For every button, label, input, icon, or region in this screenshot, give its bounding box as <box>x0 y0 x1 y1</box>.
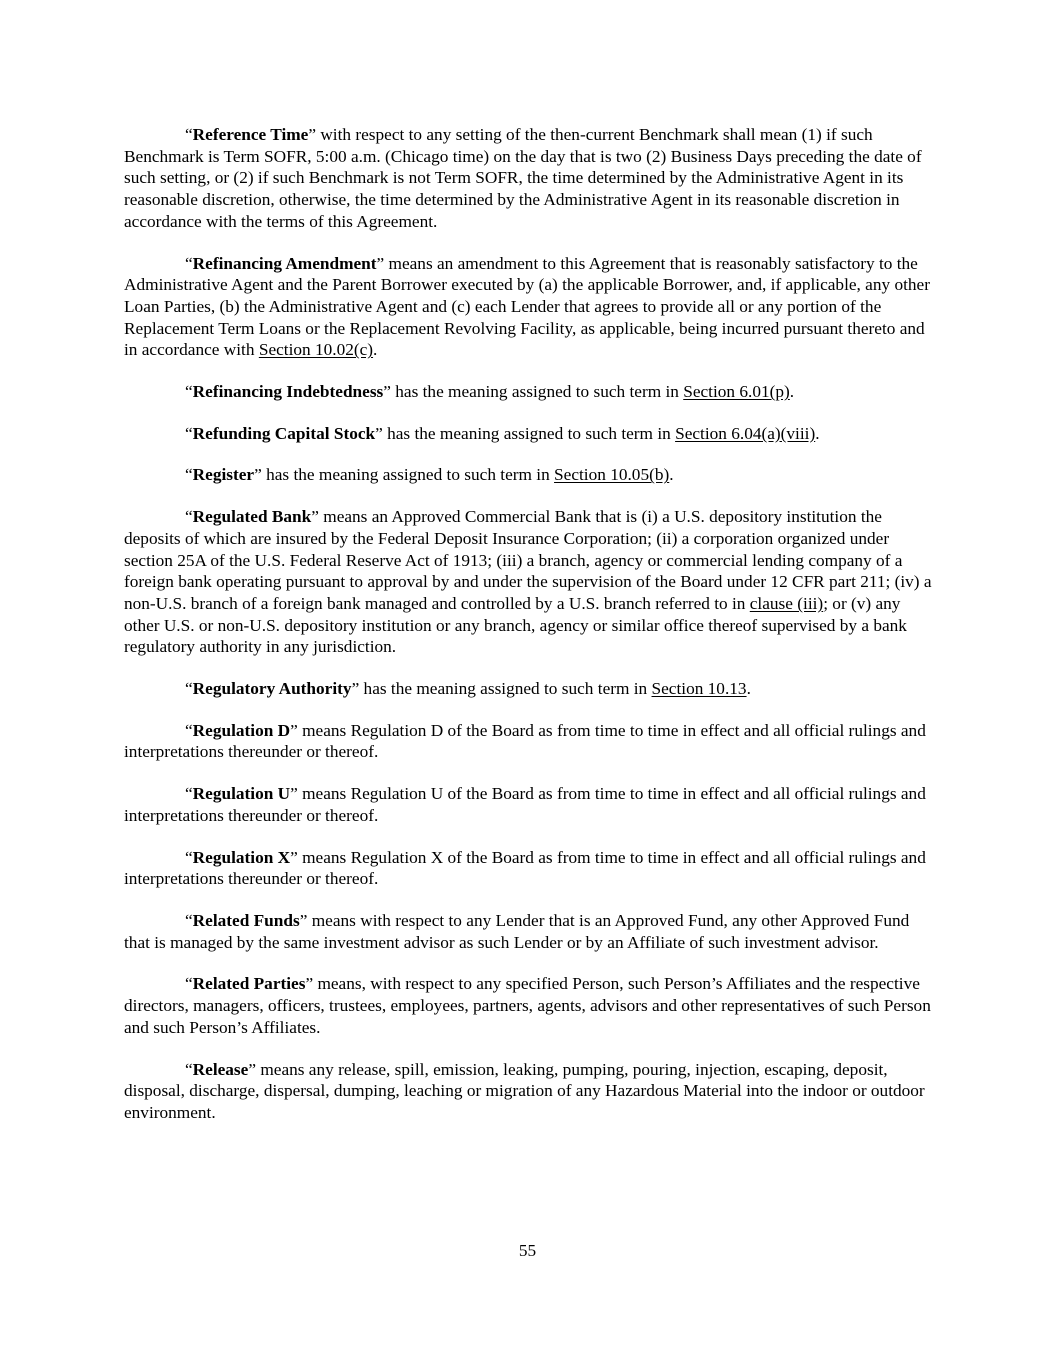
defined-term: Related Funds <box>192 910 300 930</box>
definition-text-tail: . <box>746 679 751 699</box>
definition-reference-time: “Reference Time” with respect to any setting of the then-current Benchmark shall mean (1) if such Benchmark is Term SOFR, 5:00 a.m. (Chicago time) on the day that is two (2) Business Days preceding the date of such setting, or (2) if such Benchmark is not Term SOFR, the time determined by the Administrative Agent in its reasonable discretion, otherwise, the time determined by the Administrative Agent in its reasonable discretion in accordance with the terms of this Agreement. <box>124 125 922 231</box>
definition-register: “Register” has the meaning assigned to such term in Section 10.05(b). <box>185 465 674 485</box>
defined-term: Regulation D <box>192 720 291 740</box>
section-reference-link[interactable]: Section 10.02(c) <box>258 340 374 360</box>
definition-text-tail: . <box>789 382 795 402</box>
defined-term: Related Parties <box>192 974 306 994</box>
definition-regulatory-authority: “Regulatory Authority” has the meaning assigned to such term in Section 10.13. <box>185 679 751 699</box>
page-number: 55 <box>518 1241 537 1260</box>
definition-text: means with respect to any Lender that is an Approved Fund, any other Approved Fund that is managed by the same investment advisor as such Lender or by an Affiliate of such investment advisor. <box>124 910 910 952</box>
defined-term: Refinancing Indebtedness <box>192 382 384 402</box>
definition-text-tail: . <box>815 423 820 443</box>
defined-term: Regulation X <box>192 847 291 867</box>
section-reference-link[interactable]: Section 6.04(a)(viii) <box>675 423 816 443</box>
definition-text: means Regulation U of the Board as from time to time in effect and all official rulings and interpretations thereunder or thereof. <box>124 784 926 825</box>
definition-text: means, with respect to any specified Person, such Person’s Affiliates and the respective directors, managers, officers, trustees, employees, partners, agents, advisors and other representatives of such Person and such Person’s Affiliates. <box>124 974 931 1037</box>
definition-regulation-x: “Regulation X” means Regulation X of the Board as from time to time in effect and all official rulings and interpretations thereunder or thereof. <box>124 847 926 889</box>
definition-regulation-u: “Regulation U” means Regulation U of the Board as from time to time in effect and all official rulings and interpretations thereunder or thereof. <box>124 784 926 825</box>
definition-regulation-d: “Regulation D” means Regulation D of the Board as from time to time in effect and all official rulings and interpretations thereunder or thereof. <box>124 720 926 762</box>
definition-text: with respect to any setting of the then-current Benchmark shall mean (1) if such Benchmark is Term SOFR, 5:00 a.m. (Chicago time) on the day that is two (2) Business Days preceding the date of such setting, or (2) if such Benchmark is not Term SOFR, the time determined by the Administrative Agent in its reasonable discretion, otherwise, the time determined by the Administrative Agent in its reasonable discretion in accordance with the terms of this Agreement. <box>124 125 922 231</box>
definition-related-parties: “Related Parties” means, with respect to any specified Person, such Person’s Affiliates and the respective directors, managers, officers, trustees, employees, partners, agents, advisors and other representatives of such Person and such Person’s Affiliates. <box>124 974 931 1037</box>
definition-text: means an amendment to this Agreement that is reasonably satisfactory to the Administrative Agent and the Parent Borrower executed by (a) the applicable Borrower, and, if applicable, any other Loan Parties, (b) the Administrative Agent and (c) each Lender that agrees to provide all or any portion of the Replacement Term Loans or the Replacement Revolving Facility, as applicable, being incurred pursuant thereto and in accordance with <box>124 253 930 360</box>
defined-term: Reference Time <box>192 125 309 144</box>
definition-text: means Regulation X of the Board as from time to time in effect and all official rulings and interpretations thereunder or thereof. <box>124 847 926 889</box>
section-reference-link[interactable]: Section 6.01(p) <box>683 382 790 402</box>
defined-term: Release <box>192 1059 249 1079</box>
clause-reference-link[interactable]: clause (iii) <box>749 593 824 613</box>
section-reference-link[interactable]: Section 10.13 <box>651 679 747 699</box>
defined-term: Refunding Capital Stock <box>192 423 376 443</box>
definition-text: means an Approved Commercial Bank that is (i) a U.S. depository institution the deposits of which are insured by the Federal Deposit Insurance Corporation; (ii) a corporation organized under section 25A of the U.S. Federal Reserve Act of 1913; (iii) a branch, agency or commercial lending company of a foreign bank operating pursuant to approval by and under the supervision of the Board under 12 CFR part 211; (iv) a non-U.S. branch of a foreign bank managed and controlled by a U.S. branch referred to in <box>124 507 932 613</box>
defined-term: Refinancing Amendment <box>192 253 377 273</box>
definition-text: has the meaning assigned to such term in <box>261 465 555 485</box>
definition-refunding-capital-stock: “Refunding Capital Stock” has the meaning assigned to such term in Section 6.04(a)(viii). <box>185 423 820 443</box>
document-page-body <box>124 124 932 1144</box>
definition-refinancing-amendment: “Refinancing Amendment” means an amendment to this Agreement that is reasonably satisfactory to the Administrative Agent and the Parent Borrower executed by (a) the applicable Borrower, and, if applicable, any other Loan Parties, (b) the Administrative Agent and (c) each Lender that agrees to provide all or any portion of the Replacement Term Loans or the Replacement Revolving Facility, as applicable, being incurred pursuant thereto and in accordance with Section 10.02(c). <box>124 253 930 360</box>
defined-term: Register <box>192 465 255 485</box>
definition-related-funds: “Related Funds” means with respect to any Lender that is an Approved Fund, any other Approved Fund that is managed by the same investment advisor as such Lender or by an Affiliate of such investment advisor. <box>124 910 910 952</box>
definition-text: means Regulation D of the Board as from time to time in effect and all official rulings and interpretations thereunder or thereof. <box>124 720 926 762</box>
definition-text: has the meaning assigned to such term in <box>382 423 676 443</box>
definition-text-tail: . <box>373 340 378 360</box>
definition-text: has the meaning assigned to such term in <box>359 679 652 699</box>
defined-term: Regulated Bank <box>192 507 312 527</box>
defined-term: Regulation U <box>192 784 291 804</box>
section-reference-link[interactable]: Section 10.05(b) <box>554 465 670 485</box>
definition-text-tail: ; or (v) any other U.S. or non-U.S. depository institution or any branch, agency or similar office thereof supervised by a bank regulatory authority in any jurisdiction. <box>124 593 907 657</box>
defined-term: Regulatory Authority <box>192 679 352 699</box>
definition-release: “Release” means any release, spill, emission, leaking, pumping, pouring, injection, escaping, deposit, disposal, discharge, dispersal, dumping, leaching or migration of any Hazardous Material into the indoor or outdoor environment. <box>124 1059 925 1122</box>
definition-text: means any release, spill, emission, leaking, pumping, pouring, injection, escaping, deposit, disposal, discharge, dispersal, dumping, leaching or migration of any Hazardous Material into the indoor or outdoor environment. <box>124 1059 925 1122</box>
definition-regulated-bank: “Regulated Bank” means an Approved Commercial Bank that is (i) a U.S. depository institution the deposits of which are insured by the Federal Deposit Insurance Corporation; (ii) a corporation organized under section 25A of the U.S. Federal Reserve Act of 1913; (iii) a branch, agency or commercial lending company of a foreign bank operating pursuant to approval by and under the supervision of the Board under 12 CFR part 211; (iv) a non-U.S. branch of a foreign bank managed and controlled by a U.S. branch referred to in clause (iii); or (v) any other U.S. or non-U.S. depository institution or any branch, agency or similar office thereof supervised by a bank regulatory authority in any jurisdiction. <box>124 507 932 657</box>
definition-refinancing-indebtedness: “Refinancing Indebtedness” has the meaning assigned to such term in Section 6.01(p). <box>185 382 795 402</box>
definition-text-tail: . <box>669 465 674 485</box>
definition-text: has the meaning assigned to such term in <box>390 382 684 402</box>
